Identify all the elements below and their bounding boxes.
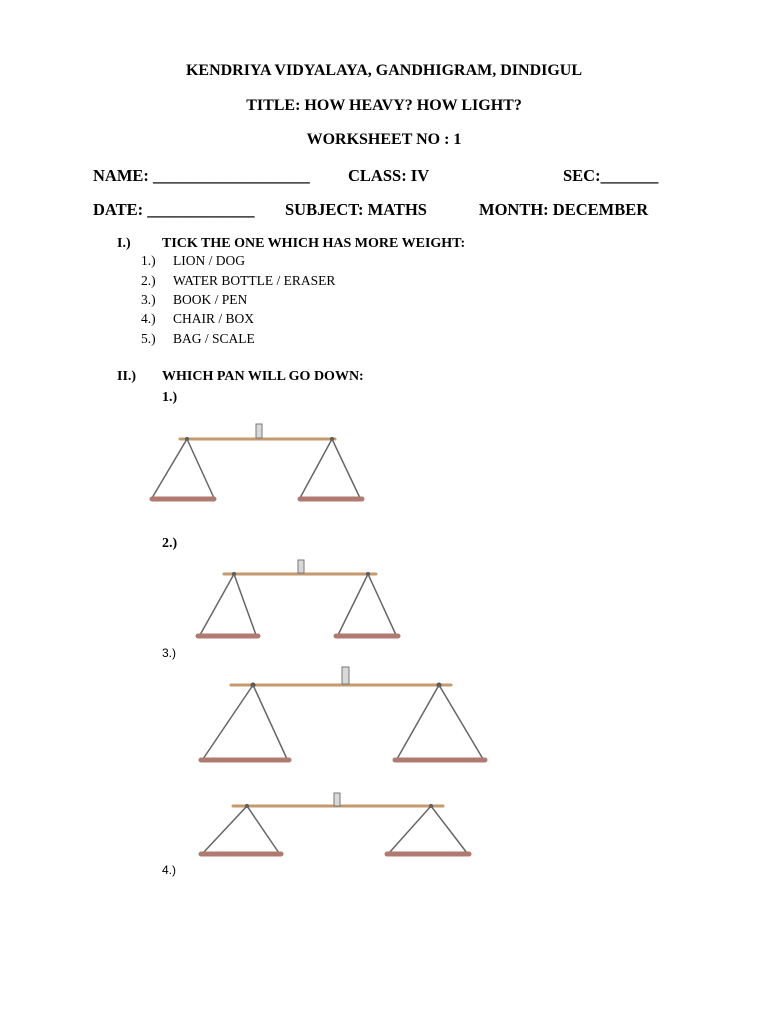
section-1-number: I.) [117,236,131,251]
list-item [141,292,247,308]
question-label-1: 1.) [162,390,178,405]
list-item-number: 1.) [141,253,156,268]
pointer [256,424,262,438]
pointer [342,667,349,684]
date-field: DATE: _____________ [93,200,255,219]
list-item-text: CHAIR / BOX [173,311,255,326]
balance-scale-3 [195,663,495,771]
left-pan-string [203,685,287,759]
question-label-2: 2.) [162,536,178,551]
right-pan-string [338,574,396,635]
right-pan-string [397,685,483,759]
list-item [141,253,245,269]
worksheet-number: WORKSHEET NO : 1 [306,131,462,148]
right-pan-string [389,806,467,853]
list-item-text: BAG / SCALE [173,331,255,346]
list-item [141,311,254,327]
month-field: MONTH: DECEMBER [479,200,649,219]
class-field: CLASS: IV [348,166,430,185]
list-item [141,331,255,347]
balance-scale-4 [195,790,480,864]
list-item-number: 4.) [141,311,156,326]
section-1-heading: TICK THE ONE WHICH HAS MORE WEIGHT: [162,236,466,251]
list-item-number: 2.) [141,273,156,288]
balance-scale-1 [140,420,372,512]
right-pan-string [300,439,360,498]
list-item [141,273,335,289]
list-item-number: 5.) [141,331,156,346]
pointer [298,560,304,573]
section-2-number: II.) [117,369,137,384]
worksheet-title: TITLE: HOW HEAVY? HOW LIGHT? [246,97,522,114]
school-name: KENDRIYA VIDYALAYA, GANDHIGRAM, DINDIGUL [185,62,583,79]
left-pan-string [152,439,214,498]
pointer [334,793,340,806]
left-pan-string [203,806,279,853]
balance-scale-2 [190,558,410,646]
name-field: NAME: ___________________ [93,166,310,185]
list-item-text: LION / DOG [173,253,245,268]
list-item-text: BOOK / PEN [173,292,248,307]
list-item-text: WATER BOTTLE / ERASER [173,273,336,288]
left-pan-string [200,574,256,635]
list-item-number: 3.) [141,292,156,307]
question-label-3: 3.) [162,646,177,660]
subject-field: SUBJECT: MATHS [285,200,427,219]
section-2-heading: WHICH PAN WILL GO DOWN: [162,369,364,384]
question-label-4: 4.) [162,863,177,877]
section-field: SEC:_______ [563,166,659,185]
